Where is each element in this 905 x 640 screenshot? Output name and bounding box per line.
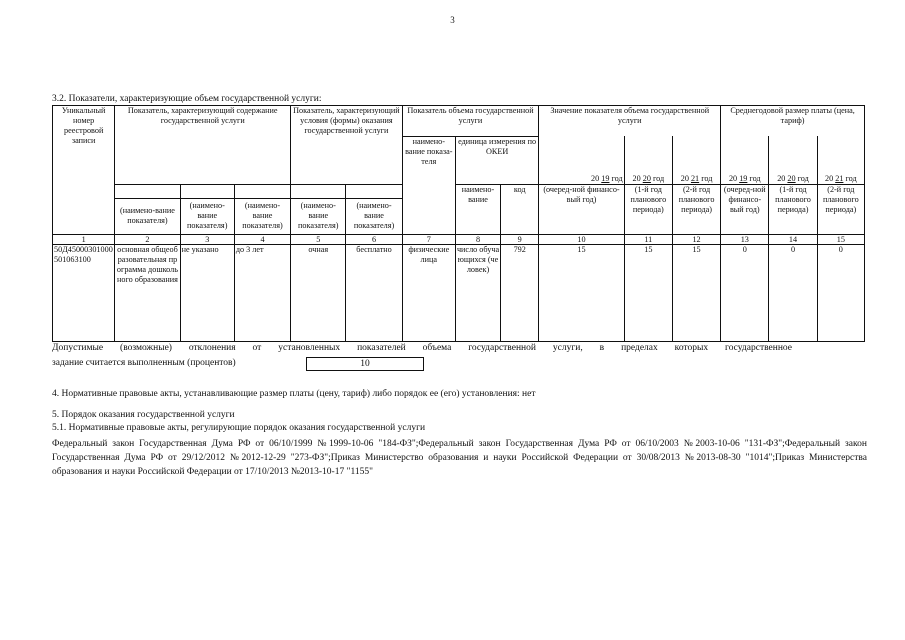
col-number: 8: [455, 234, 500, 244]
cell-registry-id: 50Д45000301000501063100: [53, 244, 115, 341]
header-condition-spacer: [291, 136, 403, 184]
cell-content-1: основная общеобразовательная программа дошкольного образования: [115, 244, 180, 341]
cell-content-2: не указано: [180, 244, 234, 341]
cell-unit-code: 792: [501, 244, 539, 341]
col-number: 7: [402, 234, 455, 244]
col-number: 2: [115, 234, 180, 244]
header-indicator-name: наимено-вание показа-теля: [402, 136, 455, 234]
deviation-text-2: задание считается выполненным (процентов): [52, 358, 236, 368]
header-sub-6-top: [346, 184, 402, 198]
col-number: 13: [721, 234, 769, 244]
cell-value-1: 15: [539, 244, 624, 341]
section-5-title: 5. Порядок оказания государственной услуги: [52, 410, 235, 420]
section-4-text: 4. Нормативные правовые акты, устанавливающие размер платы (цену, тариф) либо порядок ее (его) установления: нет: [52, 389, 536, 399]
col-number: 1: [53, 234, 115, 244]
col-number: 14: [769, 234, 817, 244]
header-sub-4-top: [234, 184, 290, 198]
cell-condition-2: бесплатно: [346, 244, 402, 341]
col-number: 4: [234, 234, 290, 244]
table-row: [53, 244, 865, 341]
header-sub-5: (наимено-вание показателя): [291, 198, 346, 234]
header-year-2-desc: (1-й год планового периода): [624, 184, 672, 234]
section-title: 3.2. Показатели, характеризующие объем государственной услуги:: [52, 94, 322, 104]
header-value-group: Значение показателя объема государственной услуги: [539, 106, 721, 137]
header-unit-name: наимено-вание: [455, 184, 500, 234]
col-number: 11: [624, 234, 672, 244]
header-fee-year-3: 20 21 год: [817, 136, 864, 184]
header-unit-code: код: [501, 184, 539, 234]
header-fee-year-1: 20 19 год: [721, 136, 769, 184]
col-number: 3: [180, 234, 234, 244]
header-year-3: 20 21 год: [672, 136, 720, 184]
header-sub-6: (наимено-вание показателя): [346, 198, 402, 234]
header-fee-year-2: 20 20 год: [769, 136, 817, 184]
header-volume-group: Показатель объема государственной услуги: [402, 106, 539, 137]
header-sub-3-top: [180, 184, 234, 198]
page-number: 3: [450, 15, 455, 25]
header-year-1-desc: (очеред-ной финансо-вый год): [539, 184, 624, 234]
legal-acts-text: Федеральный закон Государственная Дума РФ от 06/10/1999 №1999-10-06 "184-ФЗ";Федеральный закон Государственная Дума РФ от 06/10/2003 №2003-10-06 "131-ФЗ";Федеральный закон Государственная Дума РФ от 29/12/2012 №2012-12-29 "273-ФЗ";Приказ Министерство образования и науки Российской Федерации от 30/08/2013 №2013-08-30 "1014";Приказ Министерства образования и науки Российской Федерации от 17/10/2013 №2013-10-17 "1155": [52, 439, 867, 477]
header-unique-id: Уникальный номер реестровой записи: [53, 106, 115, 235]
header-year-1: 20 19 год: [539, 136, 624, 184]
col-number: 9: [501, 234, 539, 244]
col-number: 5: [291, 234, 346, 244]
header-content-group: Показатель, характеризующий содержание государственной услуги: [115, 106, 291, 137]
header-fee-group: Среднегодовой размер платы (цена, тариф): [721, 106, 865, 137]
header-sub-2-top: [115, 184, 180, 198]
cell-fee-1: 0: [721, 244, 769, 341]
header-sub-5-top: [291, 184, 346, 198]
cell-unit-name: число обучающихся (человек): [455, 244, 500, 341]
deviation-value-box: 10: [306, 357, 424, 371]
header-year-2: 20 20 год: [624, 136, 672, 184]
section-5-1-title: 5.1. Нормативные правовые акты, регулирующие порядок оказания государственной услуги: [52, 423, 426, 433]
header-sub-3: (наимено-вание показателя): [180, 198, 234, 234]
volume-indicators-table: [52, 105, 865, 342]
header-sub-4: (наимено-вание показателя): [234, 198, 290, 234]
header-condition-group: Показатель, характеризующий условия (формы) оказания государственной услуги: [291, 106, 403, 137]
col-number: 6: [346, 234, 402, 244]
col-number: 12: [672, 234, 720, 244]
deviation-text: Допустимые (возможные) отклонения от установленных показателей объема государственной услуги, в пределах которых государственное: [52, 343, 792, 353]
col-number: 15: [817, 234, 864, 244]
header-year-3-desc: (2-й год планового периода): [672, 184, 720, 234]
cell-indicator: физические лица: [402, 244, 455, 341]
cell-value-2: 15: [624, 244, 672, 341]
header-fee-year-1-desc: (очеред-ной финансо-вый год): [721, 184, 769, 234]
header-sub-2: (наимено-вание показателя): [115, 198, 180, 234]
header-fee-year-3-desc: (2-й год планового периода): [817, 184, 864, 234]
header-fee-year-2-desc: (1-й год планового периода): [769, 184, 817, 234]
header-unit: единица измерения по ОКЕИ: [455, 136, 538, 184]
cell-content-3: до 3 лет: [234, 244, 290, 341]
col-number: 10: [539, 234, 624, 244]
cell-fee-2: 0: [769, 244, 817, 341]
cell-fee-3: 0: [817, 244, 864, 341]
header-content-spacer: [115, 136, 291, 184]
cell-condition-1: очная: [291, 244, 346, 341]
cell-value-3: 15: [672, 244, 720, 341]
